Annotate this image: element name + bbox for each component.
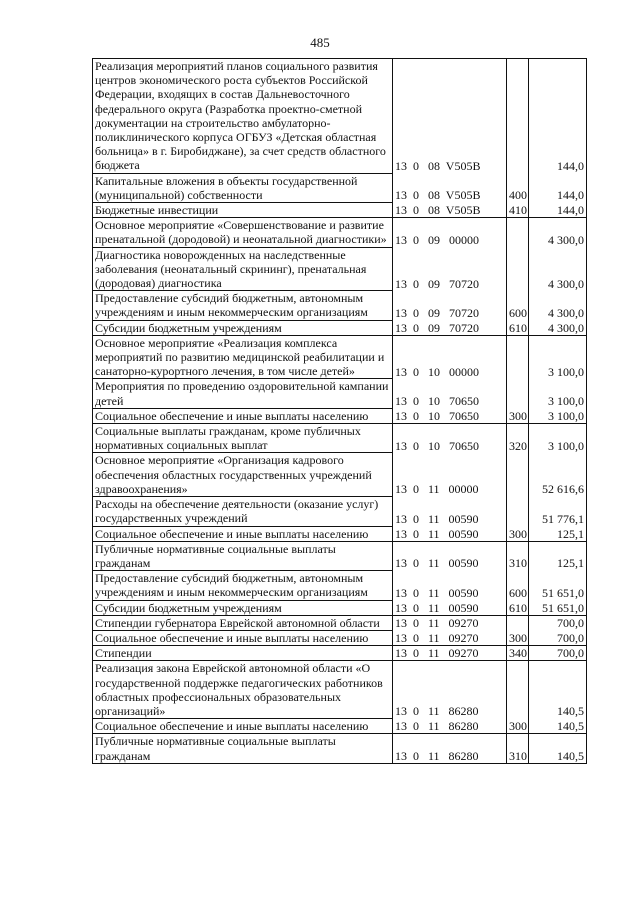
row-expense-type [507, 615, 529, 630]
row-target-code: 13 0 11 00590 [393, 541, 507, 570]
row-expense-type [507, 218, 529, 247]
row-expense-type [507, 379, 529, 408]
row-description: Субсидии бюджетным учреждениям [93, 320, 393, 335]
row-target-code: 13 0 09 70720 [393, 320, 507, 335]
row-amount: 3 100,0 [529, 379, 587, 408]
table-row [93, 646, 587, 661]
table-row [93, 291, 587, 320]
row-amount: 51 651,0 [529, 571, 587, 600]
row-description: Реализация мероприятий планов социального развития центров экономического роста субъектов Российской Федерации, входящих в состав Дальневосточного федерального округа (Разработка проектно-сметной документации на строительство амбулаторно-поликлинического корпуса ОГБУЗ «Детская областная больница» в г. Биробиджане), за счет средств областного бюджета [93, 59, 393, 174]
row-target-code: 13 0 08 V505B [393, 59, 507, 174]
row-amount: 700,0 [529, 615, 587, 630]
table-row [93, 424, 587, 453]
budget-table-body [93, 59, 587, 764]
row-amount: 144,0 [529, 59, 587, 174]
table-row [93, 661, 587, 719]
row-expense-type: 610 [507, 600, 529, 615]
row-amount: 52 616,6 [529, 453, 587, 497]
row-amount: 140,5 [529, 719, 587, 734]
row-amount: 144,0 [529, 173, 587, 202]
table-row [93, 203, 587, 218]
row-expense-type: 340 [507, 646, 529, 661]
table-row [93, 453, 587, 497]
table-row [93, 615, 587, 630]
row-expense-type: 610 [507, 320, 529, 335]
row-expense-type: 300 [507, 408, 529, 423]
row-amount: 125,1 [529, 526, 587, 541]
row-expense-type: 410 [507, 203, 529, 218]
row-target-code: 13 0 11 00590 [393, 571, 507, 600]
row-expense-type: 310 [507, 734, 529, 763]
table-row [93, 247, 587, 291]
budget-table [92, 58, 587, 764]
table-row [93, 320, 587, 335]
table-row [93, 408, 587, 423]
row-amount: 700,0 [529, 630, 587, 645]
row-amount: 4 300,0 [529, 320, 587, 335]
row-description: Капитальные вложения в объекты государственной (муниципальной) собственности [93, 173, 393, 202]
row-description: Диагностика новорожденных на наследственные заболевания (неонатальный скрининг), пренатальная (дородовая) диагностика [93, 247, 393, 291]
row-target-code: 13 0 11 00590 [393, 497, 507, 526]
row-target-code: 13 0 11 86280 [393, 734, 507, 763]
row-target-code: 13 0 11 09270 [393, 615, 507, 630]
row-description: Субсидии бюджетным учреждениям [93, 600, 393, 615]
row-target-code: 13 0 09 70720 [393, 291, 507, 320]
row-target-code: 13 0 09 70720 [393, 247, 507, 291]
row-description: Реализация закона Еврейской автономной области «О государственной поддержке педагогических работников областных профессиональных образовательных организаций» [93, 661, 393, 719]
row-amount: 51 651,0 [529, 600, 587, 615]
table-row [93, 335, 587, 379]
row-expense-type: 310 [507, 541, 529, 570]
row-target-code: 13 0 11 00000 [393, 453, 507, 497]
row-target-code: 13 0 11 86280 [393, 661, 507, 719]
table-row [93, 379, 587, 408]
row-description: Основное мероприятие «Организация кадрового обеспечения областных государственных учреждений здравоохранения» [93, 453, 393, 497]
row-amount: 3 100,0 [529, 408, 587, 423]
table-row [93, 59, 587, 174]
row-amount: 4 300,0 [529, 247, 587, 291]
table-row [93, 571, 587, 600]
row-description: Публичные нормативные социальные выплаты гражданам [93, 541, 393, 570]
row-description: Публичные нормативные социальные выплаты гражданам [93, 734, 393, 763]
row-description: Основное мероприятие «Реализация комплекса мероприятий по развитию медицинской реабилитации и санаторно-курортного лечения, в том числе детей» [93, 335, 393, 379]
row-amount: 144,0 [529, 203, 587, 218]
table-row [93, 719, 587, 734]
row-target-code: 13 0 09 00000 [393, 218, 507, 247]
row-description: Социальное обеспечение и иные выплаты населению [93, 408, 393, 423]
page-number: 485 [310, 35, 330, 50]
row-description: Социальное обеспечение и иные выплаты населению [93, 630, 393, 645]
table-row [93, 218, 587, 247]
row-expense-type [507, 497, 529, 526]
row-amount: 4 300,0 [529, 218, 587, 247]
row-description: Предоставление субсидий бюджетным, автономным учреждениям и иным некоммерческим организациям [93, 291, 393, 320]
row-amount: 140,5 [529, 734, 587, 763]
row-expense-type: 400 [507, 173, 529, 202]
row-description: Предоставление субсидий бюджетным, автономным учреждениям и иным некоммерческим организациям [93, 571, 393, 600]
row-description: Стипендии [93, 646, 393, 661]
row-target-code: 13 0 11 09270 [393, 646, 507, 661]
row-expense-type [507, 453, 529, 497]
row-amount: 51 776,1 [529, 497, 587, 526]
row-amount: 3 100,0 [529, 335, 587, 379]
row-amount: 4 300,0 [529, 291, 587, 320]
row-expense-type: 600 [507, 571, 529, 600]
row-amount: 140,5 [529, 661, 587, 719]
row-target-code: 13 0 10 70650 [393, 408, 507, 423]
row-amount: 3 100,0 [529, 424, 587, 453]
row-target-code: 13 0 08 V505B [393, 203, 507, 218]
row-expense-type: 300 [507, 526, 529, 541]
row-expense-type [507, 661, 529, 719]
row-description: Стипендии губернатора Еврейской автономной области [93, 615, 393, 630]
table-row [93, 630, 587, 645]
row-expense-type: 320 [507, 424, 529, 453]
table-row [93, 526, 587, 541]
table-row [93, 497, 587, 526]
row-target-code: 13 0 11 00590 [393, 600, 507, 615]
row-amount: 700,0 [529, 646, 587, 661]
row-description: Социальные выплаты гражданам, кроме публичных нормативных социальных выплат [93, 424, 393, 453]
table-row [93, 541, 587, 570]
row-target-code: 13 0 08 V505B [393, 173, 507, 202]
row-target-code: 13 0 11 09270 [393, 630, 507, 645]
table-row [93, 173, 587, 202]
row-target-code: 13 0 10 70650 [393, 379, 507, 408]
row-expense-type: 600 [507, 291, 529, 320]
row-expense-type: 300 [507, 719, 529, 734]
row-description: Мероприятия по проведению оздоровительной кампании детей [93, 379, 393, 408]
row-target-code: 13 0 11 00590 [393, 526, 507, 541]
row-expense-type [507, 247, 529, 291]
row-description: Бюджетные инвестиции [93, 203, 393, 218]
row-description: Расходы на обеспечение деятельности (оказание услуг) государственных учреждений [93, 497, 393, 526]
row-expense-type [507, 59, 529, 174]
row-expense-type [507, 335, 529, 379]
row-description: Социальное обеспечение и иные выплаты населению [93, 526, 393, 541]
row-target-code: 13 0 10 00000 [393, 335, 507, 379]
row-amount: 125,1 [529, 541, 587, 570]
row-expense-type: 300 [507, 630, 529, 645]
row-target-code: 13 0 11 86280 [393, 719, 507, 734]
row-description: Социальное обеспечение и иные выплаты населению [93, 719, 393, 734]
row-description: Основное мероприятие «Совершенствование и развитие пренатальной (дородовой) и неонатальной диагностики» [93, 218, 393, 247]
row-target-code: 13 0 10 70650 [393, 424, 507, 453]
table-row [93, 734, 587, 763]
table-row [93, 600, 587, 615]
